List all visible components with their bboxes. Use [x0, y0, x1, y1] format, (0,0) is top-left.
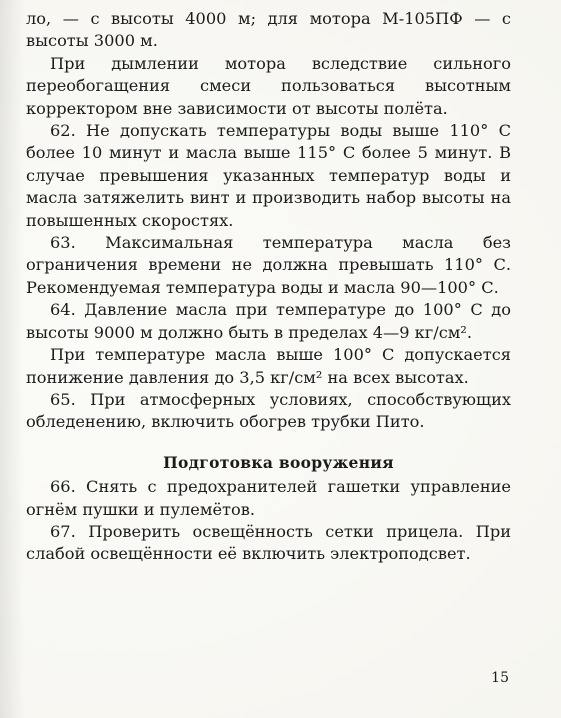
- paragraph-65: 65. При атмосферных условиях, способствующих обледенению, включить обогрев трубки Пито.: [26, 389, 511, 432]
- section-heading: Подготовка вооружения: [163, 452, 394, 472]
- paragraph-smoke: При дымлении мотора вследствие сильного переобогащения смеси пользоваться высотным корректором вне зависимости от высоты полёта.: [26, 53, 511, 118]
- paragraph-62: 62. Не допускать температуры воды выше 110° С более 10 минут и масла выше 115° С более 5 минут. В случае превышения указанных температур воды и масла затяжелить винт и производить набор высоты на повышенных скоростях.: [26, 121, 511, 230]
- page-number: 15: [491, 670, 509, 686]
- paragraph-64-note: При температуре масла выше 100° С допускается понижение давления до 3,5 кг/см² на всех высотах.: [26, 345, 511, 387]
- paragraph-64: 64. Давление масла при температуре до 100° С до высоты 9000 м должно быть в пределах 4—9 кг/см².: [26, 300, 511, 342]
- paragraph-67: 67. Проверить освещённость сетки прицела. При слабой освещённости её включить электроподсвет.: [26, 521, 511, 564]
- body-text: [26, 8, 511, 566]
- paragraph-continuation: ло, — с высоты 4000 м; для мотора М-105ПФ — с высоты 3000 м.: [26, 9, 511, 51]
- paragraph-66: 66. Снять с предохранителей гашетки управление огнём пушки и пулемётов.: [26, 477, 511, 519]
- paragraph-63: 63. Максимальная температура масла без ограничения времени не должна превышать 110° С. Рекомендуемая температура воды и масла 90—100° С.: [26, 233, 511, 297]
- page-edge-shadow: [0, 0, 24, 718]
